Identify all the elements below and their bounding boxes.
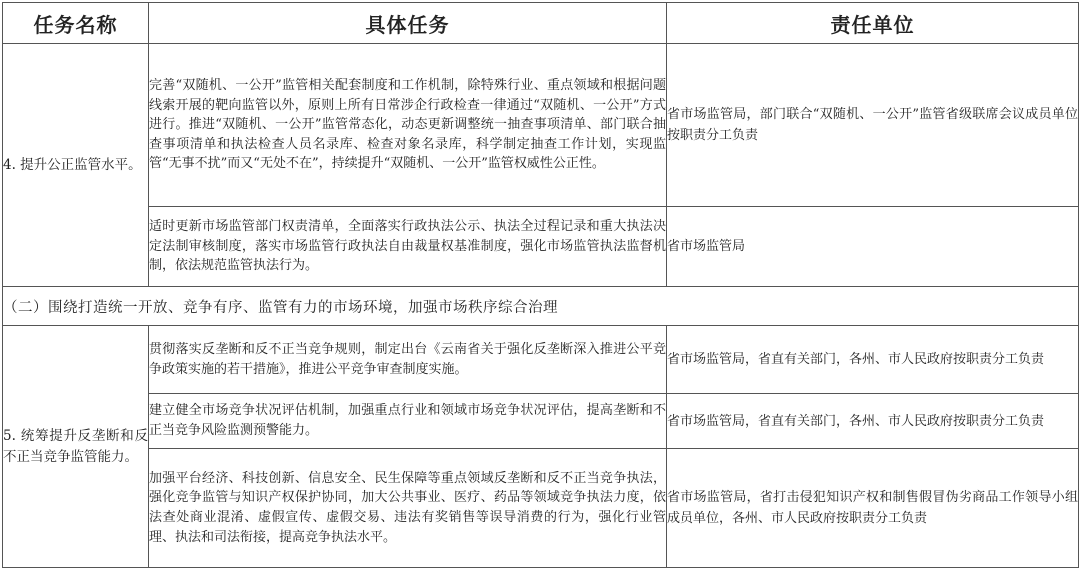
task-table <box>2 2 1079 568</box>
table-row <box>3 449 1079 568</box>
task-name-cell: 5. 统筹提升反垄断和反不正当竞争监管能力。 <box>3 326 149 568</box>
responsible-unit-cell: 省市场监管局 <box>667 207 1079 287</box>
header-specific-task: 具体任务 <box>149 3 667 44</box>
table-row <box>3 207 1079 287</box>
table-row <box>3 326 1079 394</box>
specific-task-cell: 适时更新市场监管部门权责清单，全面落实行政执法公示、执法全过程记录和重大执法决定法制审核制度，落实市场监管行政执法自由裁量权基准制度，强化市场监管执法监督机制，依法规范监管执法行为。 <box>149 207 667 287</box>
header-responsible-unit: 责任单位 <box>667 3 1079 44</box>
header-row <box>3 3 1079 44</box>
table-row <box>3 394 1079 449</box>
specific-task-cell: 贯彻落实反垄断和反不正当竞争规则，制定出台《云南省关于强化反垄断深入推进公平竞争政策实施的若干措施》，推进公平竞争审查制度实施。 <box>149 326 667 394</box>
responsible-unit-cell: 省市场监管局，省直有关部门，各州、市人民政府按职责分工负责 <box>667 394 1079 449</box>
specific-task-cell: 建立健全市场竞争状况评估机制，加强重点行业和领域市场竞争状况评估，提高垄断和不正当竞争风险监测预警能力。 <box>149 394 667 449</box>
section-row <box>3 287 1079 326</box>
header-task-name: 任务名称 <box>3 3 149 44</box>
section-heading: （二）围绕打造统一开放、竞争有序、监管有力的市场环境，加强市场秩序综合治理 <box>3 287 1079 326</box>
responsible-unit-cell: 省市场监管局，省打击侵犯知识产权和制售假冒伪劣商品工作领导小组成员单位，各州、市人民政府按职责分工负责 <box>667 449 1079 568</box>
specific-task-cell: 加强平台经济、科技创新、信息安全、民生保障等重点领域反垄断和反不正当竞争执法，强化竞争监管与知识产权保护协同，加大公共事业、医疗、药品等领域竞争执法力度，依法查处商业混淆、虚假宣传、虚假交易、违法有奖销售等误导消费的行为，强化行业管理、执法和司法衔接，提高竞争执法水平。 <box>149 449 667 568</box>
responsible-unit-cell: 省市场监管局，部门联合“双随机、一公开”监管省级联席会议成员单位按职责分工负责 <box>667 44 1079 207</box>
table-row <box>3 44 1079 207</box>
specific-task-cell: 完善“双随机、一公开”监管相关配套制度和工作机制，除特殊行业、重点领域和根据问题线索开展的靶向监管以外，原则上所有日常涉企行政检查一律通过“双随机、一公开”方式进行。推进“双随机、一公开”监管常态化，动态更新调整统一抽查事项清单、部门联合抽查事项清单和执法检查人员名录库、检查对象名录库，科学制定抽查工作计划，实现监管“无事不扰”而又“无处不在”，持续提升“双随机、一公开”监管权威性公正性。 <box>149 44 667 207</box>
responsible-unit-cell: 省市场监管局，省直有关部门，各州、市人民政府按职责分工负责 <box>667 326 1079 394</box>
task-name-cell: 4. 提升公正监管水平。 <box>3 44 149 287</box>
